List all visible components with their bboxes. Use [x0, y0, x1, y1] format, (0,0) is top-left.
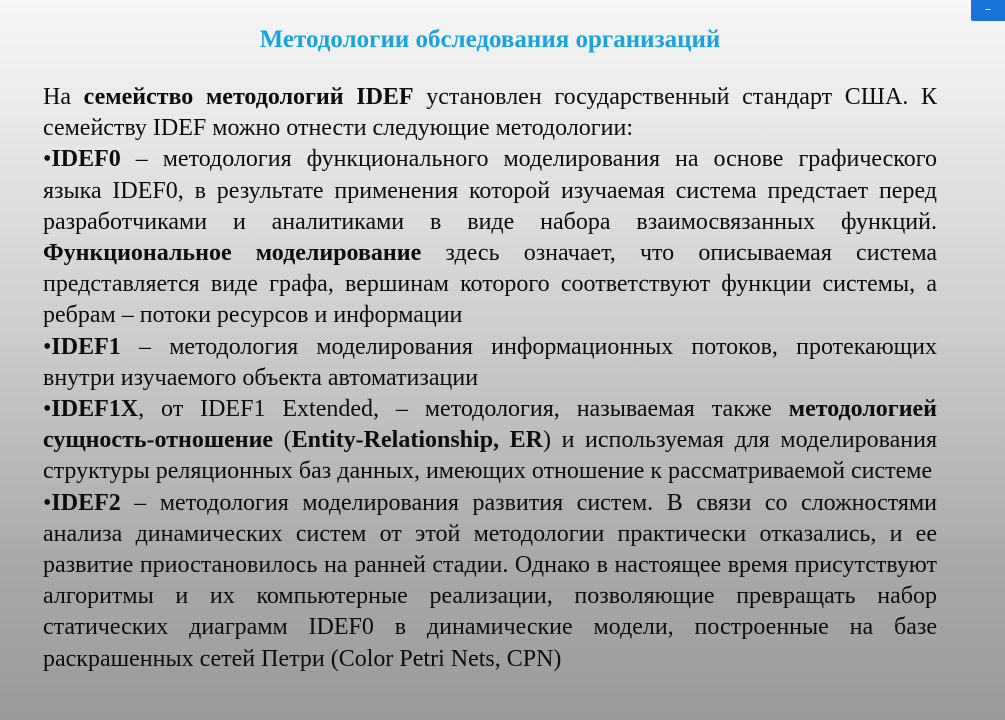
idef0-text-1: – методология функционального моделирования на основе графического языка IDEF0, в результате применения которой изучаемая система предстает перед разработчиками и аналитиками в виде набора взаимосвязанных функций. [43, 146, 937, 235]
bullet-marker: • [43, 333, 52, 360]
idef2-item [43, 488, 937, 675]
idef1x-item [43, 394, 937, 488]
idef2-name: IDEF2 [51, 489, 121, 516]
idef1x-bold-term: методологией сущность-отношение [43, 396, 937, 454]
idef0-bold-term: Функциональное моделирование [43, 240, 422, 267]
minimize-button[interactable]: – [971, 0, 1005, 21]
intro-bold-term: семейство методологий IDEF [83, 84, 414, 110]
idef1x-text-1: , от IDEF1 Extended, – методология, называемая также [138, 396, 789, 423]
idef0-text-2: здесь означает, что описываемая система представляется виде графа, вершинам которого соответствуют функции системы, а ребрам – потоки ресурсов и информации [43, 240, 938, 329]
idef0-name: IDEF0 [51, 146, 121, 173]
intro-paragraph [43, 82, 937, 144]
idef1x-text-2: ( [273, 427, 292, 454]
slide-title: Методологии обследования организаций [259, 26, 721, 53]
idef1-text-1: – методология моделирования информационных потоков, протекающих внутри изучаемого объекта автоматизации [43, 333, 937, 391]
idef0-item [43, 144, 937, 331]
intro-text-1: На [43, 84, 84, 110]
intro-text-2: установлен государственный стандарт США. К семейству IDEF можно отнести следующие методологии: [43, 84, 937, 142]
idef1x-bold-er: Entity-Relationship, ER [291, 427, 543, 454]
idef2-text-1: – методология моделирования развития систем. В связи со сложностями анализа динамических систем от этой методологии практически отказались, и ее развитие приостановилось на ранней стадии. Однако в настоящее время присутствуют алгоритмы и их компьютерные реализации, позволяющие превращать набор статических диаграмм IDEF0 в динамические модели, построенные на базе раскрашенных сетей Петри (Color Petri Nets, CPN) [43, 489, 937, 672]
idef1x-text-3: ) и используемая для моделирования структуры реляционных баз данных, имеющих отношение к рассматриваемой системе [43, 427, 937, 485]
bullet-marker: • [43, 146, 52, 173]
idef1x-name: IDEF1X [51, 396, 139, 423]
slide-body [43, 82, 937, 675]
bullet-marker: • [43, 396, 52, 423]
idef1-name: IDEF1 [51, 333, 121, 360]
idef1-item [43, 332, 937, 394]
bullet-marker: • [43, 489, 52, 516]
